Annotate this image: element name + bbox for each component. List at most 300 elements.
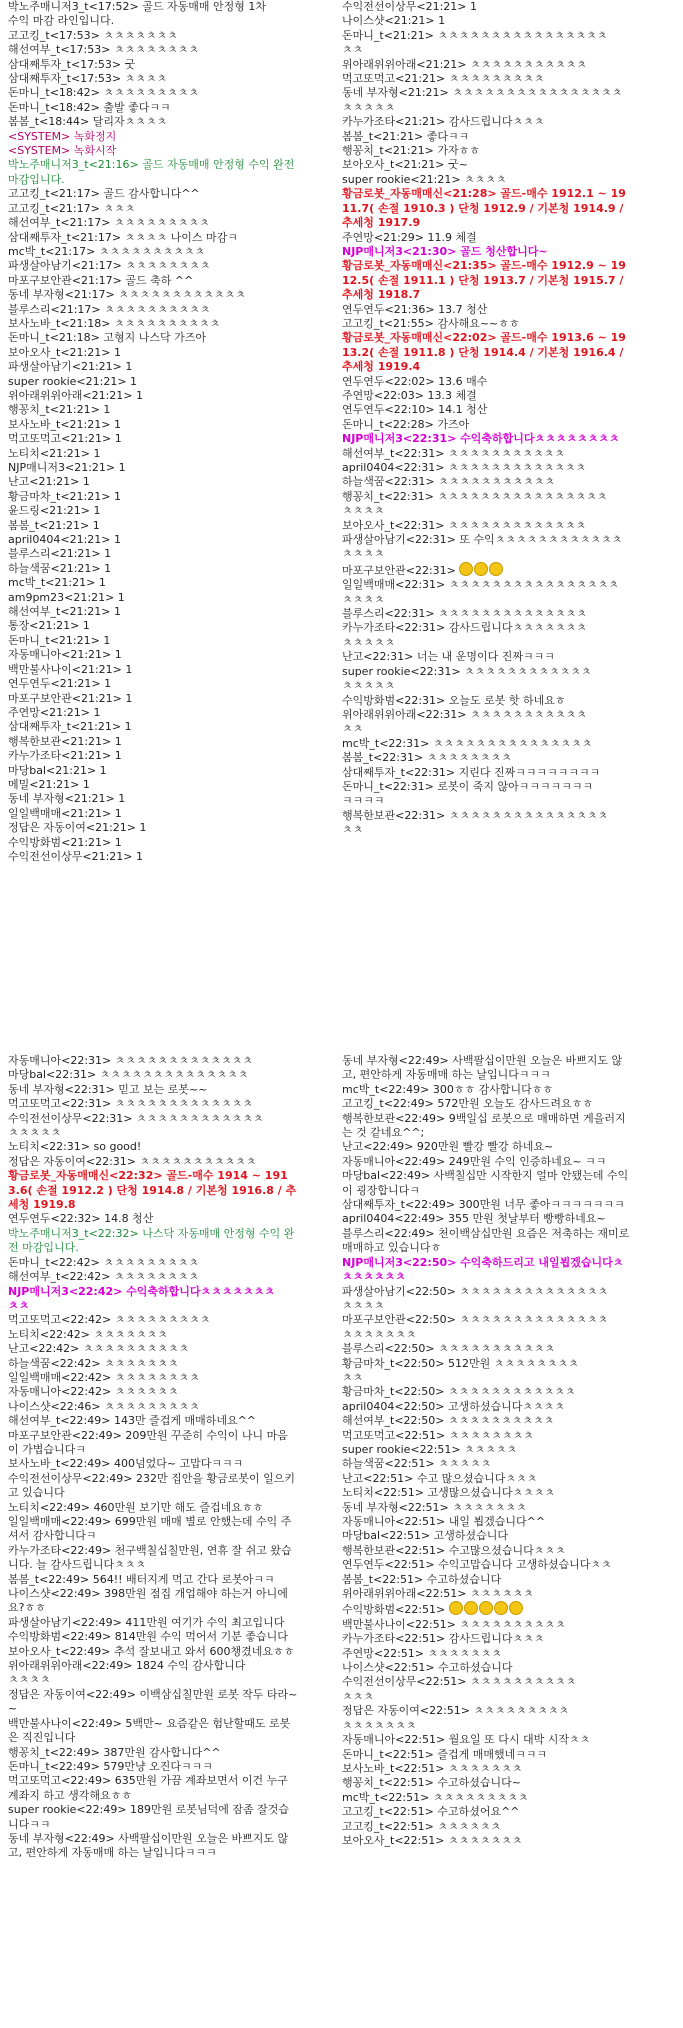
chat-message xyxy=(342,1400,632,1414)
chat-message-text: 동네 부자형<22:31> 믿고 보는 로봇~~ xyxy=(8,1082,208,1096)
chat-message-text: 먹고또먹고<21:21> 1 xyxy=(8,432,122,446)
chat-message-text: 일일백매매<22:49> 699만원 매매 별로 안했는데 수익 주셔서 감사합니다ㅋ xyxy=(8,1515,292,1543)
chat-message-text: 돈마니_t<22:51> 즐겁게 매매했네ㅋㅋㅋ xyxy=(342,1747,548,1761)
chat-message xyxy=(8,1068,298,1082)
chat-message-text: ㅊㅊㅊㅊㅊ xyxy=(8,1126,62,1140)
smile-emoji-icon xyxy=(494,1601,508,1615)
chat-message-text: 행복한보관<21:21> 1 xyxy=(8,734,122,748)
chat-message xyxy=(342,722,632,736)
chat-message-text: 봄봄_t<21:21> 좋다ㅋㅋ xyxy=(342,129,470,143)
chat-message-text: 나이스샷<22:46> ㅊㅊㅊㅊㅊㅊㅊㅊㅊ xyxy=(8,1399,200,1413)
chat-message xyxy=(8,1328,298,1342)
chat-message-text: april0404<21:21> 1 xyxy=(8,533,121,547)
chat-message xyxy=(8,720,298,734)
chat-message-text: NJP매니저3<22:50> 수익축하드리고 내일뵙겠습니다ㅊㅊㅊㅊㅊㅊㅊ xyxy=(342,1255,624,1284)
chat-message-text: 마포구보안관<21:17> 골드 축하 ^^ xyxy=(8,273,194,287)
chat-message xyxy=(342,389,632,403)
chat-message-text: 하늘색꿈<21:21> 1 xyxy=(8,561,112,575)
chat-message-text: 봄봄_t<18:44> 달리자ㅊㅊㅊㅊ xyxy=(8,115,168,129)
chat-message xyxy=(342,1544,632,1558)
chat-message xyxy=(8,72,298,86)
chat-message-text: 수익방화범<22:51> xyxy=(342,1603,449,1617)
chat-message xyxy=(8,288,298,302)
chat-message xyxy=(8,1760,298,1774)
chat-message-text: 주연망<21:29> 11.9 체결 xyxy=(342,230,477,244)
chat-message xyxy=(342,1112,632,1141)
chat-message-text: 수익전선이상무<21:21> 1 xyxy=(342,0,478,13)
chat-message xyxy=(342,751,632,765)
chat-message xyxy=(342,1414,632,1428)
smile-emoji-icon xyxy=(479,1601,493,1615)
chat-message-text: 고고킹_t<22:51> 수고하셨어요^^ xyxy=(342,1805,520,1819)
chat-message-text: 돈마니_t<21:18> 고형지 나스닥 가즈아 xyxy=(8,331,206,345)
chat-message xyxy=(342,101,632,115)
chat-log-panel-1 xyxy=(8,0,298,962)
chat-message xyxy=(8,807,298,821)
chat-message-text: 돈마니_t<18:42> 출발 좋다ㅋㅋ xyxy=(8,100,171,114)
chat-message-text: 위아래위위아래<21:21> 1 xyxy=(8,388,144,402)
chat-message-text: 백만불사나이<22:51> ㅊㅊㅊㅊㅊㅊㅊㅊㅊㅊ xyxy=(342,1617,566,1631)
chat-message xyxy=(8,1457,298,1471)
chat-message xyxy=(342,1733,632,1747)
chat-message-text: NJP매니저3<21:30> 골드 청산합니다~ xyxy=(342,244,548,258)
chat-message xyxy=(8,303,298,317)
chat-message xyxy=(342,578,632,592)
chat-message xyxy=(8,490,298,504)
chat-message xyxy=(342,303,632,317)
chat-message xyxy=(8,764,298,778)
chat-message-text: 수익방화범<21:21> 1 xyxy=(8,835,122,849)
chat-message xyxy=(8,115,298,129)
chat-message-text: ㅊㅊㅊㅊㅊㅊㅊ xyxy=(342,1327,417,1341)
chat-message xyxy=(342,533,632,547)
chat-message-text: NJP매니저3<22:31> 수익축하합니다ㅊㅊㅊㅊㅊㅊㅊㅊ xyxy=(342,432,620,446)
chat-message xyxy=(8,432,298,446)
chat-message-text: ㅊㅊ xyxy=(342,823,364,837)
chat-message-text: 고고킹_t<21:17> 골드 감사합니다^^ xyxy=(8,187,200,201)
chat-message-text: 행복한보관<22:49> 9백일십 로봇으로 매매하면 게을러지는 것 같네요^^; xyxy=(342,1111,626,1140)
chat-message-text: 파생살아남기<22:31> 또 수익ㅊㅊㅊㅊㅊㅊㅊㅊㅊㅊㅊㅊ xyxy=(342,533,623,547)
chat-message-text: 하늘색꿈<22:51> ㅊㅊㅊㅊㅊ xyxy=(342,1457,492,1471)
chat-message xyxy=(8,1573,298,1587)
chat-message xyxy=(8,1212,298,1226)
chat-message-text: 동네 부자형<21:21> 1 xyxy=(8,792,126,806)
chat-message-text: 돈마니_t<21:21> ㅊㅊㅊㅊㅊㅊㅊㅊㅊㅊㅊㅊㅊㅊㅊㅊ xyxy=(342,28,608,42)
chat-message xyxy=(342,1618,632,1632)
chat-message xyxy=(8,504,298,518)
chat-message-text: 파생살아남기<21:17> ㅊㅊㅊㅊㅊㅊㅊㅊ xyxy=(8,259,211,273)
chat-message xyxy=(8,317,298,331)
chat-message-text: 고고킹_t<22:51> ㅊㅊㅊㅊㅊㅊ xyxy=(342,1819,502,1833)
chat-message xyxy=(342,130,632,144)
chat-message-text: 연두연두<21:36> 13.7 청산 xyxy=(342,302,488,316)
chat-message xyxy=(8,619,298,633)
chat-message-text: 보아오사_t<22:31> ㅊㅊㅊㅊㅊㅊㅊㅊㅊㅊㅊㅊㅊ xyxy=(342,518,587,532)
chat-message-text: mc박_t<21:21> 1 xyxy=(8,576,106,590)
chat-message xyxy=(342,694,632,708)
chat-message xyxy=(342,1429,632,1443)
chat-message-text: ㅊㅊㅊㅊ xyxy=(342,504,385,518)
chat-message-text: 주연망<22:51> ㅊㅊㅊㅊㅊㅊㅊ xyxy=(342,1646,502,1660)
chat-message-text: ㅋㅋㅋㅋ xyxy=(342,794,385,808)
chat-message xyxy=(342,115,632,129)
chat-message xyxy=(342,317,632,331)
chat-message-text: 정답은 자동이여<22:49> 이백삼십칠만원 로봇 작두 타라~~ xyxy=(8,1687,298,1716)
chat-message xyxy=(8,663,298,677)
chat-message xyxy=(342,245,632,259)
chat-message-text: 삼대째투자_t<21:17> ㅊㅊㅊㅊ 나이스 마감ㅋ xyxy=(8,230,238,244)
chat-message xyxy=(8,1688,298,1717)
chat-message xyxy=(8,648,298,662)
chat-message xyxy=(8,836,298,850)
chat-message xyxy=(8,216,298,230)
chat-message xyxy=(342,1661,632,1675)
chat-message-text: 봄봄_t<22:49> 564!! 배터지게 먹고 간다 로봇아ㅋㅋ xyxy=(8,1572,275,1586)
chat-message-text: <SYSTEM> 녹화정지 xyxy=(8,129,117,143)
chat-message-text: 노티치<22:31> so good! xyxy=(8,1140,142,1154)
chat-message-text: 해선여부_t<22:50> ㅊㅊㅊㅊㅊㅊㅊㅊㅊㅊ xyxy=(342,1414,555,1428)
chat-message xyxy=(342,621,632,635)
chat-message-text: 고고킹_t<21:17> ㅊㅊㅊ xyxy=(8,201,136,215)
chat-message-text: 동네 부자형<22:49> 사백팔십이만원 오늘은 바쁘지도 않고, 편안하게 자동매매 하는 날입니다ㅋㅋㅋ xyxy=(342,1054,623,1082)
chat-message-text: 해선여부_t<17:53> ㅊㅊㅊㅊㅊㅊㅊㅊ xyxy=(8,43,199,57)
chat-message xyxy=(8,1803,298,1832)
chat-message-text: 수익방화범<22:31> 오늘도 로봇 핫 하네요ㅎ xyxy=(342,693,566,707)
chat-message-text: 마당bal<21:21> 1 xyxy=(8,763,107,777)
chat-message xyxy=(8,1169,298,1212)
chat-message xyxy=(342,1357,632,1371)
chat-message-text: 자동매니아<22:42> ㅊㅊㅊㅊㅊㅊ xyxy=(8,1385,179,1399)
chat-message-text: 블루스리<22:31> ㅊㅊㅊㅊㅊㅊㅊㅊㅊㅊㅊㅊㅊㅊ xyxy=(342,607,587,621)
chat-message-text: 주연망<22:03> 13.3 체결 xyxy=(342,388,477,402)
chat-message-text: 난고<22:42> ㅊㅊㅊㅊㅊㅊㅊㅊㅊㅊ xyxy=(8,1342,190,1356)
chat-message xyxy=(8,1140,298,1154)
chat-message xyxy=(8,202,298,216)
chat-message-text: 보사노바_t<21:18> ㅊㅊㅊㅊㅊㅊㅊㅊㅊㅊ xyxy=(8,316,221,330)
chat-message-text: 박노주매니저3_t<22:32> 나스닥 자동매매 안정형 수익 완전 마감입니다. xyxy=(8,1226,295,1255)
chat-message-text: 통장<21:21> 1 xyxy=(8,619,90,633)
chat-message-text: 블루스리<22:49> 천이백삼십만원 요즘은 저축하는 재미로 매매하고 있습니다ㅎ xyxy=(342,1226,633,1255)
chat-message xyxy=(8,360,298,374)
chat-message-text: 주연망<21:21> 1 xyxy=(8,705,101,719)
chat-message-text: 하늘색꿈<22:31> ㅊㅊㅊㅊㅊㅊㅊㅊㅊㅊㅊ xyxy=(342,475,556,489)
chat-message xyxy=(8,14,298,28)
chat-message xyxy=(8,1097,298,1111)
chat-message-text: super rookie<22:31> ㅊㅊㅊㅊㅊㅊㅊㅊㅊㅊㅊㅊ xyxy=(342,664,592,678)
smile-emoji-icon xyxy=(509,1601,523,1615)
chat-message xyxy=(342,823,632,837)
chat-message xyxy=(342,780,632,794)
chat-message-text: 보사노바_t<21:21> 1 xyxy=(8,417,121,431)
chat-message-text: 해선여부_t<21:21> 1 xyxy=(8,605,121,619)
chat-message xyxy=(8,749,298,763)
chat-message-text: 파생살아남기<21:21> 1 xyxy=(8,360,133,374)
chat-message xyxy=(8,605,298,619)
chat-message xyxy=(8,1774,298,1803)
chat-message-text: ㅊㅊ xyxy=(342,43,364,57)
chat-message xyxy=(342,1443,632,1457)
chat-message-text: 위아래위위아래<21:21> ㅊㅊㅊㅊㅊㅊㅊㅊㅊㅊㅊ xyxy=(342,57,587,71)
chat-message-text: ㅊㅊㅊㅊㅊㅊㅊ xyxy=(342,1718,417,1732)
chat-message xyxy=(342,1097,632,1111)
chat-message xyxy=(342,1198,632,1212)
chat-message xyxy=(8,259,298,273)
chat-message xyxy=(342,708,632,722)
chat-message-text: ㅊㅊㅊㅊㅊ xyxy=(342,635,396,649)
chat-message xyxy=(342,607,632,621)
chat-message xyxy=(8,1472,298,1501)
chat-message-text: 카누가조타<22:51> 감사드립니다ㅊㅊㅊ xyxy=(342,1632,545,1646)
chat-message-text: 노티치<21:21> 1 xyxy=(8,446,101,460)
chat-message xyxy=(342,766,632,780)
chat-message-text: super rookie<22:49> 189만원 로봇님덕에 잠좀 잘것습니다ㅋㅋ xyxy=(8,1803,290,1831)
chat-message-text: 일일백매매<21:21> 1 xyxy=(8,806,122,820)
chat-message xyxy=(342,1719,632,1733)
chat-message xyxy=(342,1762,632,1776)
chat-message xyxy=(342,665,632,679)
chat-message-text: 보사노바_t<22:49> 400넘었다~ 고맙다ㅋㅋㅋ xyxy=(8,1457,244,1471)
chat-message-text: 노티치<22:51> 고생많으셨습니다ㅊㅊㅊㅊ xyxy=(342,1486,556,1500)
chat-message-text: 블루스리<21:17> ㅊㅊㅊㅊㅊㅊㅊㅊㅊㅊ xyxy=(8,302,211,316)
chat-message xyxy=(8,130,298,144)
chat-message-text: 나이스샷<22:51> 수고하셨습니다 xyxy=(342,1661,513,1675)
chat-message-text: 마당bal<22:31> ㅊㅊㅊㅊㅊㅊㅊㅊㅊㅊㅊㅊㅊㅊ xyxy=(8,1068,249,1082)
chat-message xyxy=(342,519,632,533)
chat-message xyxy=(342,1834,632,1848)
chat-message-text: 해선여부_t<21:17> ㅊㅊㅊㅊㅊㅊㅊㅊㅊ xyxy=(8,216,210,230)
chat-message xyxy=(342,1457,632,1471)
chat-message xyxy=(342,187,632,230)
chat-message-text: 삼대째투자_t<21:21> 1 xyxy=(8,720,132,734)
chat-message-text: am9pm23<21:21> 1 xyxy=(8,590,125,604)
chat-message-text: 먹고또먹고<22:31> ㅊㅊㅊㅊㅊㅊㅊㅊㅊㅊㅊㅊㅊ xyxy=(8,1097,253,1111)
chat-message-text: 카누가조타<21:21> 1 xyxy=(8,749,122,763)
chat-message-text: april0404<22:31> ㅊㅊㅊㅊㅊㅊㅊㅊㅊㅊㅊㅊㅊ xyxy=(342,461,587,474)
chat-message-text: 행꽁치_t<21:21> 가자ㅎㅎ xyxy=(342,144,480,158)
chat-message-text: ㅊㅊ xyxy=(342,722,364,736)
chat-message-text: 연두연두<22:02> 13.6 매수 xyxy=(342,374,488,388)
chat-message-text: 하늘색꿈<22:42> ㅊㅊㅊㅊㅊㅊㅊ xyxy=(8,1356,179,1370)
chat-message xyxy=(342,1748,632,1762)
chat-message xyxy=(342,1083,632,1097)
chat-message xyxy=(342,1299,632,1313)
chat-message xyxy=(342,1647,632,1661)
chat-message xyxy=(342,547,632,561)
chat-message xyxy=(342,144,632,158)
chat-message-text: 고고킹_t<22:49> 572만원 오늘도 감사드려요ㅎㅎ xyxy=(342,1097,593,1111)
chat-message xyxy=(342,475,632,489)
chat-message xyxy=(342,43,632,57)
chat-message xyxy=(8,0,298,14)
chat-message-text: 행복한보관<22:51> 수고많으셨습니다ㅊㅊㅊ xyxy=(342,1543,566,1557)
chat-message-text: 돈마니_t<22:28> 가즈아 xyxy=(342,417,470,431)
chat-message-text: 마포구보안관<22:31> xyxy=(342,563,460,577)
chat-message-text: 위아래위위아래<22:31> ㅊㅊㅊㅊㅊㅊㅊㅊㅊㅊㅊ xyxy=(342,707,587,721)
chat-message-text: 나이스샷<21:21> 1 xyxy=(342,14,446,28)
chat-message xyxy=(342,1371,632,1385)
chat-message-text: 마당bal<22:49> 사백칠십만 시작한지 얼마 안됐는데 수익이 굉장합니다ㅋ xyxy=(342,1169,629,1197)
chat-message xyxy=(342,1227,632,1256)
chat-message-text: ㅊㅊ xyxy=(8,1298,30,1312)
chat-message-text: super rookie<21:21> ㅊㅊㅊㅊ xyxy=(342,172,507,186)
chat-message-text: super rookie<21:21> 1 xyxy=(8,374,138,388)
chat-message-text: 수익 마감 라인입니다. xyxy=(8,14,115,28)
chat-message-text: 정답은 자동이여<22:51> ㅊㅊㅊㅊㅊㅊㅊㅊㅊ xyxy=(342,1704,570,1718)
chat-message-text: 해선여부_t<22:31> ㅊㅊㅊㅊㅊㅊㅊㅊㅊㅊㅊ xyxy=(342,446,565,460)
chat-message-text: 위아래위위아래<22:51> ㅊㅊㅊㅊㅊㅊ xyxy=(342,1587,534,1601)
chat-message-text: 수익방화범<22:49> 814만원 수익 먹어서 기분 좋습니다 xyxy=(8,1630,288,1644)
chat-message-text: 돈마니_t<21:21> 1 xyxy=(8,633,111,647)
chat-message-text: 자동매니아<22:31> ㅊㅊㅊㅊㅊㅊㅊㅊㅊㅊㅊㅊㅊ xyxy=(8,1054,253,1067)
chat-message-text: 정답은 자동이여<22:31> ㅊㅊㅊㅊㅊㅊㅊㅊㅊㅊㅊ xyxy=(8,1154,257,1168)
chat-message xyxy=(342,1285,632,1299)
chat-message xyxy=(342,158,632,172)
chat-message-text: 봄봄_t<22:51> 수고하셨습니다 xyxy=(342,1572,502,1586)
chat-message xyxy=(8,1126,298,1140)
chat-message-text: 돈마니_t<22:42> ㅊㅊㅊㅊㅊㅊㅊㅊㅊ xyxy=(8,1255,199,1269)
chat-message xyxy=(342,1587,632,1601)
chat-message-text: 카누가조타<22:31> 감사드립니다ㅊㅊㅊㅊㅊㅊㅊ xyxy=(342,621,587,635)
chat-message-text: 돈마니_t<22:49> 579만냥 오진다ㅋㅋㅋ xyxy=(8,1759,213,1773)
chat-message xyxy=(342,0,632,14)
chat-message-text: 먹고또먹고<22:51> ㅊㅊㅊㅊㅊㅊㅊㅊ xyxy=(342,1428,534,1442)
chat-message xyxy=(342,1328,632,1342)
chat-message-text: 자동매니아<22:49> 249만원 수익 인증하네요~ ㅋㅋ xyxy=(342,1154,607,1168)
chat-message xyxy=(8,403,298,417)
chat-message xyxy=(342,1776,632,1790)
chat-message-text: 블루스리<21:21> 1 xyxy=(8,547,112,561)
chat-message xyxy=(8,1385,298,1399)
chat-message-text: 먹고또먹고<21:21> ㅊㅊㅊㅊㅊㅊㅊㅊㅊ xyxy=(342,72,545,86)
chat-message xyxy=(342,1690,632,1704)
chat-message-text: 위아래위위아래<22:49> 1824 수익 감사합니다 xyxy=(8,1659,246,1673)
chat-message-text: 황금마차_t<22:50> ㅊㅊㅊㅊㅊㅊㅊㅊㅊㅊㅊㅊ xyxy=(342,1385,576,1399)
chat-message xyxy=(8,850,298,864)
chat-message xyxy=(8,1112,298,1126)
chat-message-text: 행꽁치_t<22:51> 수고하셨습니다~ xyxy=(342,1776,521,1790)
chat-message xyxy=(342,1486,632,1500)
chat-message xyxy=(8,43,298,57)
chat-message xyxy=(342,231,632,245)
chat-message xyxy=(8,418,298,432)
chat-message xyxy=(8,1400,298,1414)
chat-message xyxy=(8,1645,298,1659)
chat-message xyxy=(8,1659,298,1673)
chat-message xyxy=(8,562,298,576)
chat-message-text: 수익전선이상무<22:49> 232만 집안을 황금로봇이 일으키고 있습니다 xyxy=(8,1471,296,1500)
chat-message xyxy=(8,1227,298,1256)
chat-message-text: 수익전선이상무<22:51> ㅊㅊㅊㅊㅊㅊㅊㅊㅊㅊ xyxy=(342,1675,577,1689)
chat-message-text: ㅊㅊㅊㅊㅊ xyxy=(342,100,396,114)
chat-message-text: 보아오사_t<22:49> 추석 잘보내고 와서 600챙겼네요ㅎㅎ xyxy=(8,1644,295,1658)
chat-message-text: ㅊㅊㅊㅊ xyxy=(342,547,385,561)
chat-message xyxy=(342,259,632,302)
chat-message xyxy=(8,245,298,259)
chat-message xyxy=(342,1054,632,1083)
chat-message-text: 난고<22:51> 수고 많으셨습니다ㅊㅊㅊ xyxy=(342,1471,538,1485)
chat-message-text: 해선여부_t<22:42> ㅊㅊㅊㅊㅊㅊㅊㅊ xyxy=(8,1270,199,1284)
chat-message-text: 블루스리<22:50> ㅊㅊㅊㅊㅊㅊㅊㅊㅊㅊㅊ xyxy=(342,1342,556,1356)
chat-message-text: ㅊㅊㅊ xyxy=(342,1689,374,1703)
chat-message-text: 동네 부자형<22:51> ㅊㅊㅊㅊㅊㅊㅊ xyxy=(342,1500,527,1514)
chat-message xyxy=(342,1501,632,1515)
chat-message-text: 행꽁치_t<21:21> 1 xyxy=(8,403,111,417)
chat-message xyxy=(8,1342,298,1356)
chat-message-text: 동네 부자형<22:49> 사백팔십이만원 오늘은 바쁘지도 않고, 편안하게 자동매매 하는 날입니다ㅋㅋㅋ xyxy=(8,1831,289,1860)
chat-log-panel-3 xyxy=(8,1054,298,2028)
chat-message-text: 행꽁치_t<22:31> ㅊㅊㅊㅊㅊㅊㅊㅊㅊㅊㅊㅊㅊㅊㅊㅊ xyxy=(342,489,608,503)
chat-message-text: mc박_t<21:17> ㅊㅊㅊㅊㅊㅊㅊㅊㅊㅊ xyxy=(8,244,206,258)
chat-message xyxy=(8,1717,298,1746)
chat-message-text: mc박_t<22:51> ㅊㅊㅊㅊㅊㅊㅊㅊㅊ xyxy=(342,1790,529,1804)
chat-message xyxy=(8,1515,298,1544)
chat-message xyxy=(8,331,298,345)
chat-message xyxy=(342,461,632,475)
chat-message xyxy=(8,1299,298,1313)
chat-message xyxy=(8,1429,298,1458)
chat-message-text: 고고킹_t<21:55> 감사해요~~ㅎㅎ xyxy=(342,316,520,330)
chat-message xyxy=(8,677,298,691)
chat-message-text: 백만불사나이<21:21> 1 xyxy=(8,662,133,676)
chat-message-text: <SYSTEM> 녹화시작 xyxy=(8,144,117,158)
chat-message xyxy=(342,1805,632,1819)
smile-emoji-icon xyxy=(474,562,488,576)
chat-message-text: 행꽁치_t<22:49> 387만원 감사합니다^^ xyxy=(8,1745,221,1759)
chat-message xyxy=(342,58,632,72)
chat-message-text: ㅊㅊㅊㅊ xyxy=(342,1298,385,1312)
chat-message xyxy=(8,1371,298,1385)
chat-message-text: 자동매니아<22:51> 내일 뵙겠습니다^^ xyxy=(342,1515,546,1528)
chat-message xyxy=(342,1573,632,1587)
chat-message xyxy=(342,679,632,693)
chat-message xyxy=(342,72,632,86)
chat-message-text: 마포구보안관<21:21> 1 xyxy=(8,691,133,705)
chat-message xyxy=(8,58,298,72)
chat-message-text: 연두연두<22:10> 14.1 청산 xyxy=(342,403,488,417)
chat-message xyxy=(8,274,298,288)
chat-message xyxy=(342,1472,632,1486)
chat-message-text: ㅊㅊㅊㅊㅊ xyxy=(342,679,396,693)
chat-message-text: 카누가조타<21:21> 감사드립니다ㅊㅊㅊ xyxy=(342,115,545,129)
chat-message xyxy=(342,1601,632,1617)
chat-message-text: 마포구보안관<22:50> ㅊㅊㅊㅊㅊㅊㅊㅊㅊㅊㅊㅊㅊㅊ xyxy=(342,1313,609,1327)
chat-message-text: 행복한보관<22:31> ㅊㅊㅊㅊㅊㅊㅊㅊㅊㅊㅊㅊㅊㅊㅊ xyxy=(342,808,609,822)
chat-message xyxy=(8,29,298,43)
chat-message xyxy=(8,1256,298,1270)
chat-message xyxy=(342,1791,632,1805)
chat-message-text: 수익전선이상무<22:31> ㅊㅊㅊㅊㅊㅊㅊㅊㅊㅊㅊㅊ xyxy=(8,1111,264,1125)
chat-message-text: 황금로봇_자동매매신<21:35> 골드-매수 1912.9 ~ 1912.5( 손절 1911.1 ) 단청 1913.7 / 기본청 1915.7 / 추세청 1918.7 xyxy=(342,259,628,302)
chat-message xyxy=(342,1212,632,1226)
chat-message-text: 돈마니_t<18:42> ㅊㅊㅊㅊㅊㅊㅊㅊㅊ xyxy=(8,86,199,100)
chat-message xyxy=(8,1270,298,1284)
smile-emoji-icon xyxy=(464,1601,478,1615)
chat-message xyxy=(342,375,632,389)
chat-message xyxy=(8,778,298,792)
chat-message xyxy=(8,1357,298,1371)
chat-message-text: 황금로봇_자동매매신<22:02> 골드-매수 1913.6 ~ 1913.2( 손절 1911.8 ) 단청 1914.4 / 기본청 1916.4 / 추세청 1919.4 xyxy=(342,331,628,374)
chat-message xyxy=(342,432,632,446)
chat-message xyxy=(342,1256,632,1285)
chat-message xyxy=(8,1285,298,1299)
chat-message xyxy=(342,29,632,43)
chat-message xyxy=(342,403,632,417)
chat-message-text: 노티치<22:42> ㅊㅊㅊㅊㅊㅊㅊ xyxy=(8,1327,168,1341)
chat-message-text: 먹고또먹고<22:49> 635만원 가끔 계좌보면서 이건 누구 계좌지 하고 생각해요ㅎㅎ xyxy=(8,1774,292,1802)
chat-message xyxy=(8,475,298,489)
chat-message-text: 삼대째투자_t<17:53> ㅊㅊㅊㅊ xyxy=(8,72,168,86)
chat-message-text: 먹고또먹고<22:42> ㅊㅊㅊㅊㅊㅊㅊㅊㅊ xyxy=(8,1313,211,1327)
